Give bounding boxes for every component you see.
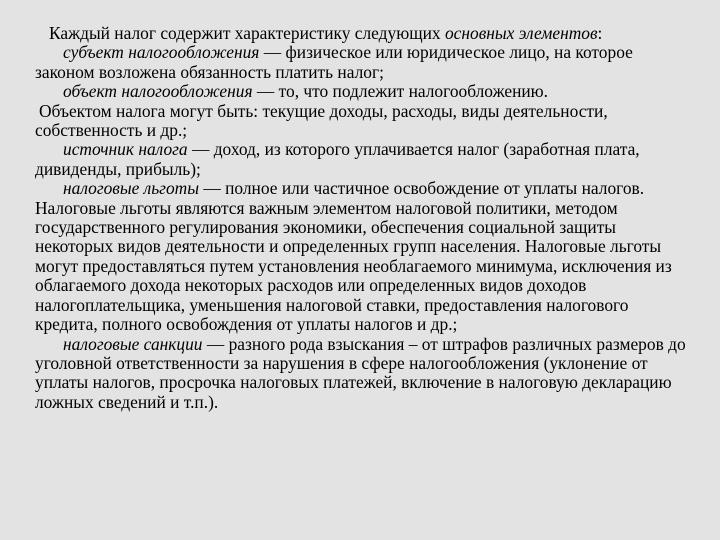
benefits-text: — полное или частичное освобождение от уплаты налогов. Налоговые льготы являются важным элементом налоговой политики, методом государственного регулирования экономики, обеспечения социальной защиты некоторых видов деятельности и определенных групп населения. Налоговые льготы могут предоставляться путем установления необлагаемого минимума, исключения из облагаемого дохода некоторых расходов или определенных видов доходов налогоплательщика, уменьшения налоговой ставки, предоставления налогового кредита, полного освобождения от уплаты налогов и др.;	[35, 178, 672, 335]
object-text: — то, что подлежит налогообложению.	[252, 81, 549, 102]
objects-list-paragraph	[35, 102, 690, 141]
subject-text: — физическое или юридическое лицо, на которое законом возложена обязанность платить налог;	[35, 42, 633, 82]
source-text: — доход, из которого уплачивается налог (заработная плата, дивиденды, прибыль);	[35, 139, 640, 179]
benefits-term: налоговые льготы	[63, 178, 200, 199]
text-block	[35, 24, 690, 412]
subject-term: субъект налогообложения	[63, 42, 260, 63]
object-paragraph	[35, 82, 690, 101]
objects-list-text: Объектом налога могут быть: текущие доходы, расходы, виды деятельности, собственность и др.;	[35, 100, 608, 141]
sanctions-term: налоговые санкции	[63, 333, 203, 354]
benefits-paragraph	[35, 179, 690, 334]
source-term: источник налога	[63, 139, 188, 160]
source-paragraph	[35, 140, 690, 179]
subject-paragraph	[35, 43, 690, 82]
sanctions-text: — разного рода взыскания – от штрафов различных размеров до уголовной ответственности за нарушения в сфере налогообложения (уклонение от уплаты налогов, просрочка налоговых платежей, включение в налоговую декларацию ложных сведений и т.п.).	[35, 333, 686, 412]
intro-term: основных элементов	[444, 23, 598, 43]
object-term: объект налогообложения	[63, 81, 253, 102]
sanctions-paragraph	[35, 335, 690, 413]
intro-colon: :	[597, 23, 603, 43]
intro-text: Каждый налог содержит характеристику следующих	[49, 23, 445, 43]
intro-paragraph	[35, 24, 690, 43]
